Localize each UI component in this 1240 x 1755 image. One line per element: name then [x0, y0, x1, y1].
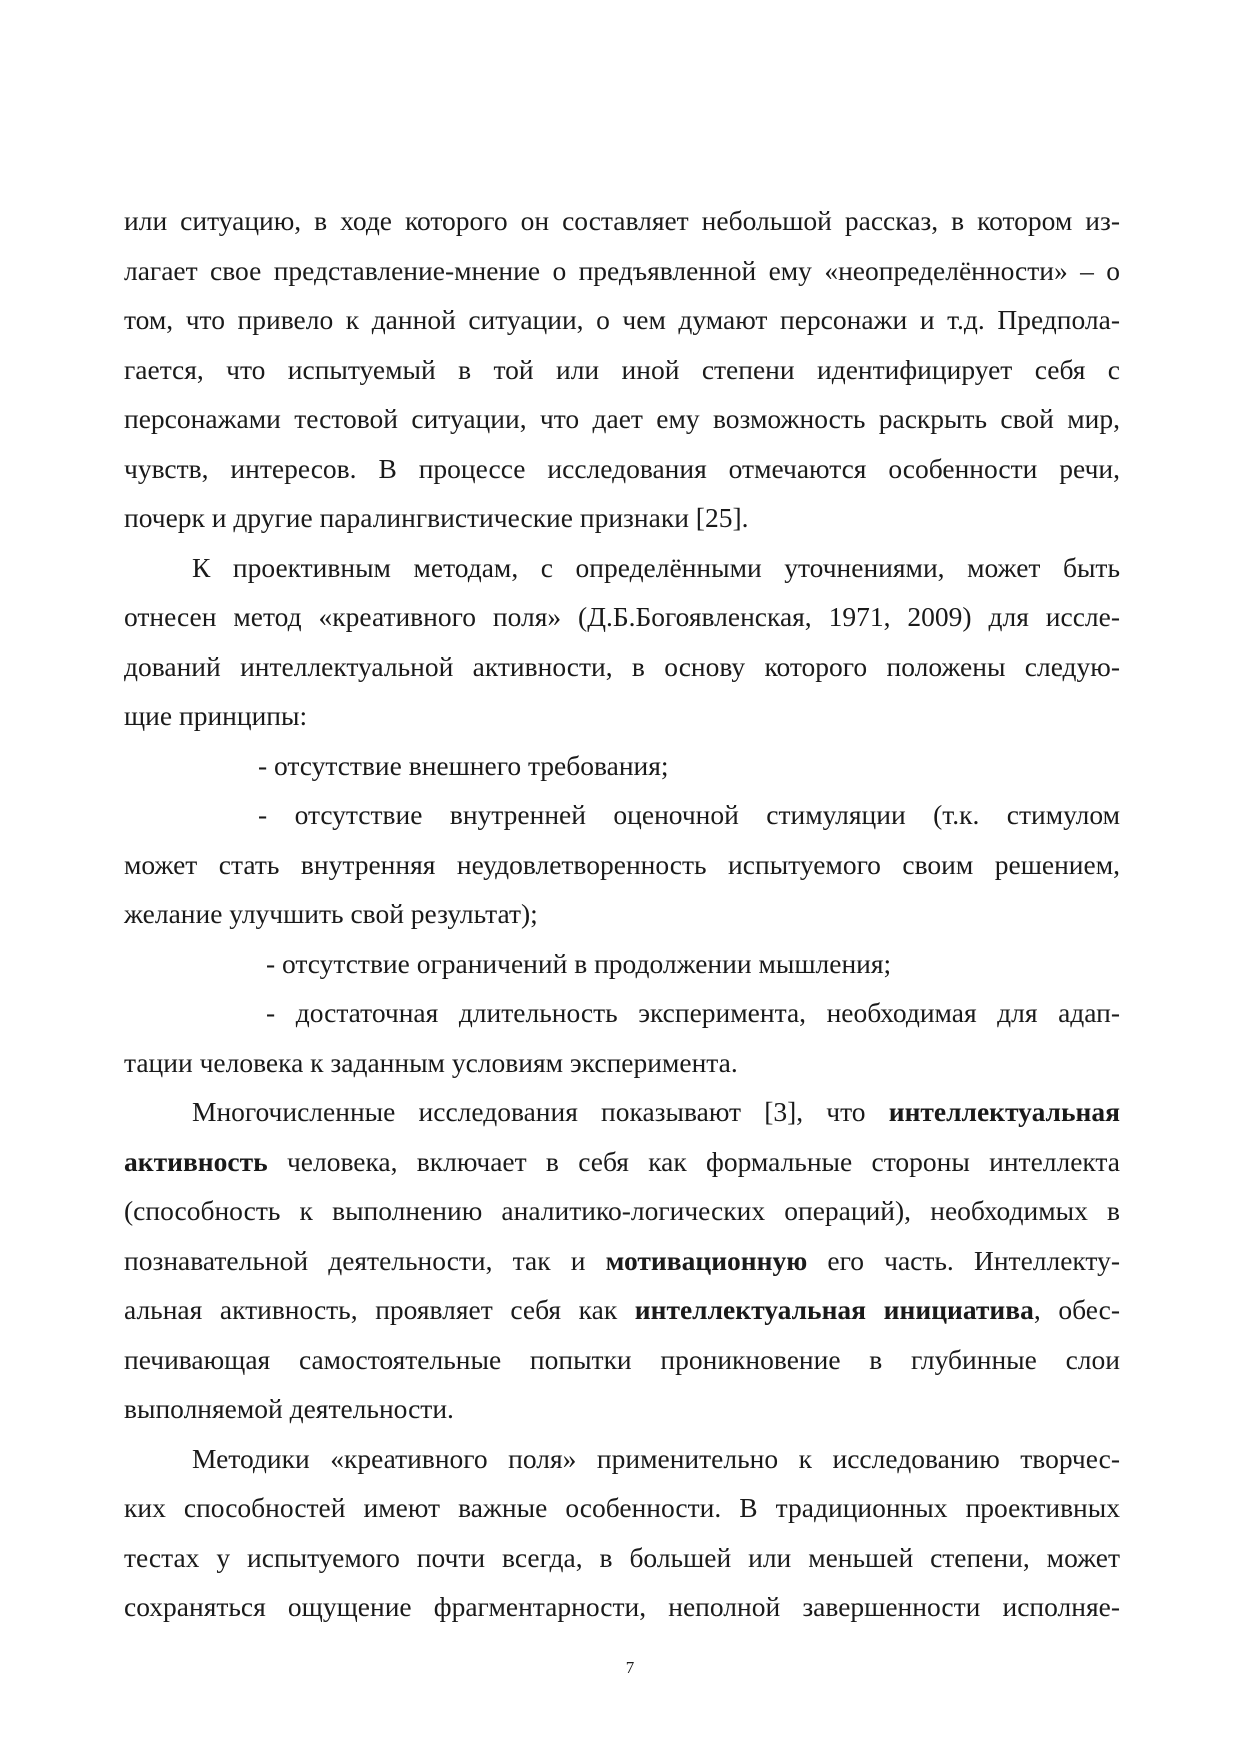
paragraph-line: гается, что испытуемый в той или иной степени идентифицирует себя с: [124, 353, 1120, 385]
paragraph-line: или ситуацию, в ходе которого он составляет небольшой рассказ, в котором из-: [124, 205, 1120, 236]
paragraph-line: чувств, интересов. В процессе исследования отмечаются особенности речи,: [124, 452, 1120, 484]
paragraph-line: сохраняться ощущение фрагментарности, неполной завершенности исполняе-: [124, 1591, 1120, 1622]
bold-term: интеллектуальная инициатива: [634, 1294, 1034, 1325]
text-run: познавательной деятельности, так и: [124, 1244, 606, 1276]
bold-term: мотивационную: [605, 1244, 808, 1276]
list-item: - отсутствие внешнего требования;: [258, 749, 669, 781]
text-run: альная активность, проявляет себя как: [124, 1294, 635, 1325]
paragraph-line: (способность к выполнению аналитико-логических операций), необходимых в: [124, 1195, 1120, 1226]
text-run: его часть. Интеллекту-: [807, 1244, 1120, 1276]
paragraph-line: том, что привело к данной ситуации, о чем думают персонажи и т.д. Предпола-: [124, 304, 1120, 335]
paragraph-line: лагает свое представление-мнение о предъявленной ему «неопределённости» – о: [124, 254, 1120, 286]
page-number: 7: [625, 1658, 635, 1677]
paragraph-line: персонажами тестовой ситуации, что дает ему возможность раскрыть свой мир,: [124, 403, 1120, 434]
list-item: - отсутствие внутренней оценочной стимуляции (т.к. стимулом: [258, 799, 1120, 830]
paragraph-line: ких способностей имеют важные особенности. В традиционных проективных: [124, 1492, 1120, 1523]
list-item: - достаточная длительность эксперимента, необходимая для адап-: [266, 997, 1120, 1028]
list-item-continuation: может стать внутренняя неудовлетворенность испытуемого своим решением,: [124, 848, 1120, 880]
list-item: - отсутствие ограничений в продолжении мышления;: [266, 947, 892, 979]
text-run: человека, включает в себя как формальные стороны интеллекта: [267, 1145, 1120, 1177]
paragraph-line: печивающая самостоятельные попытки проникновение в глубинные слои: [124, 1343, 1120, 1375]
paragraph-line: [124, 1137, 1120, 1187]
paragraph-line: Методики «креативного поля» применительно к исследованию творчес-: [192, 1442, 1120, 1474]
paragraph-line: тестах у испытуемого почти всегда, в большей или меньшей степени, может: [124, 1541, 1120, 1573]
list-item-continuation: тации человека к заданным условиям эксперимента.: [124, 1046, 738, 1078]
body-text: [124, 196, 1120, 1632]
paragraph-line: отнесен метод «креативного поля» (Д.Б.Богоявленская, 1971, 2009) для иссле-: [124, 601, 1120, 632]
paragraph-line: почерк и другие паралингвистические признаки [25].: [124, 502, 749, 533]
paragraph-line: [124, 1236, 1120, 1286]
list-item-continuation: желание улучшить свой результат);: [124, 898, 538, 929]
bold-term: интеллектуальная: [888, 1096, 1120, 1127]
text-run: Многочисленные исследования показывают [3], что: [192, 1096, 889, 1127]
bold-term: активность: [124, 1145, 268, 1177]
paragraph-line: дований интеллектуальной активности, в основу которого положены следую-: [124, 650, 1120, 682]
paragraph-line: выполняемой деятельности.: [124, 1393, 454, 1424]
paragraph-line: щие принципы:: [124, 700, 308, 731]
paragraph-line: [124, 1087, 1120, 1137]
paragraph-line: К проективным методам, с определёнными уточнениями, может быть: [192, 551, 1120, 583]
paragraph-line: [124, 1285, 1120, 1335]
text-run: , обес-: [1033, 1294, 1120, 1325]
